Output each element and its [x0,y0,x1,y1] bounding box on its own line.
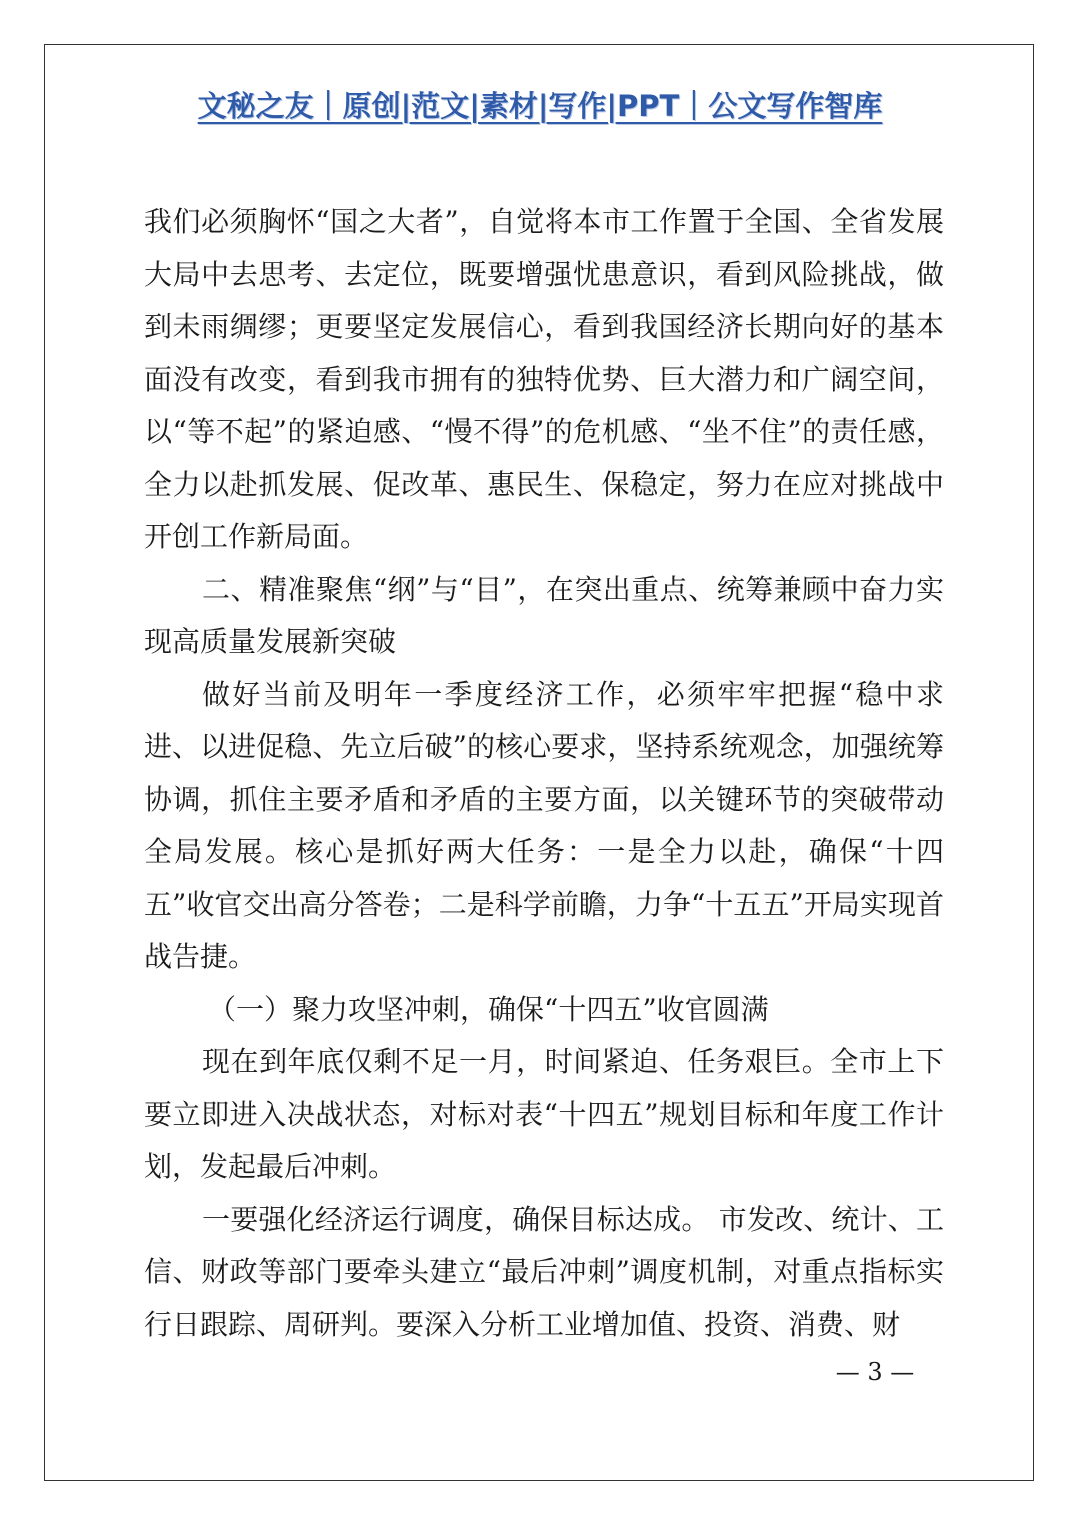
document-body [144,196,944,1351]
paragraph-5: 现在到年底仅剩不足一月，时间紧迫、任务艰巨。全市上下要立即进入决战状态，对标对表“十四五”规划目标和年度工作计划，发起最后冲刺。 [144,1045,944,1183]
paragraph-6: 一要强化经济运行调度，确保目标达成。 市发改、统计、工信、财政等部门要牵头建立“最后冲刺”调度机制，对重点指标实行日跟踪、周研判。要深入分析工业增加值、投资、消费、财 [144,1202,944,1341]
page-number: — 3 — [835,1358,915,1386]
paragraph-3: 做好当前及明年一季度经济工作，必须牢牢把握“稳中求进、以进促稳、先立后破”的核心要求，坚持系统观念，加强统筹协调，抓住主要矛盾和矛盾的主要方面，以关键环节的突破带动全局发展。核心是抓好两大任务：一是全力以赴，确保“十四五”收官交出高分答卷；二是科学前瞻，力争“十五五”开局实现首战告捷。 [144,677,944,973]
subsection-heading-1: （一）聚力攻坚冲刺，确保“十四五”收官圆满 [208,992,769,1026]
header-title[interactable]: 文秘之友｜原创|范文|素材|写作|PPT｜公文写作智库 [197,89,883,123]
paragraph-1: 我们必须胸怀“国之大者”，自觉将本市工作置于全国、全省发展大局中去思考、去定位，既要增强忧患意识，看到风险挑战，做到未雨绸缪；更要坚定发展信心，看到我国经济长期向好的基本面没有改变，看到我市拥有的独特优势、巨大潜力和广阔空间，以“等不起”的紧迫感、“慢不得”的危机感、“坐不住”的责任感，全力以赴抓发展、促改革、惠民生、保稳定，努力在应对挑战中开创工作新局面。 [144,205,944,553]
section-heading-2: 二、精准聚焦“纲”与“目”，在突出重点、统筹兼顾中奋力实现高质量发展新突破 [144,572,944,658]
